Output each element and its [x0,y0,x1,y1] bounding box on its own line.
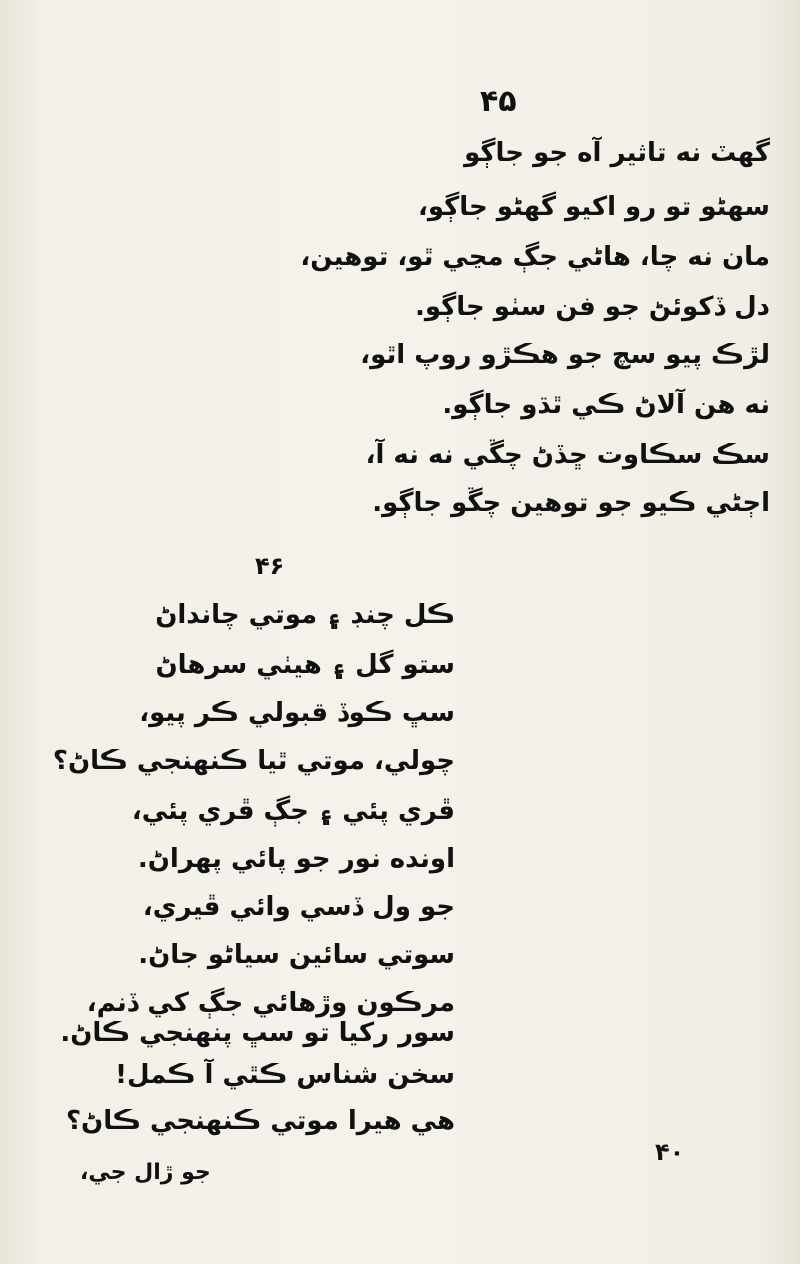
poem-45-line-5: لڙڪ پيو سچ جو هڪڙو روپ اٿو، [360,340,770,370]
poem-46-line-5: ڦري پئي ۽ جڳ ڦري پئي، [131,796,455,826]
poem-46-line-1: ڪل چنڊ ۽ موتي چانداڻ [155,600,455,630]
poem-45-line-7: سڪ سڪاوت ڇڏڻ چڱي نه نه آ، [365,440,770,470]
poem-45-line-8: اڄڻي ڪيو جو توهين چڱو جاڳو. [372,488,770,518]
poem-46-line-2: ستو گل ۽ هيٺي سرهاڻ [155,650,455,680]
poem-46-line-4: چولي، موتي ٿيا ڪنهنجي ڪاڻ؟ [52,746,455,776]
poem-45-line-1: گهٽ نه تاثير آه جو جاڳو [464,138,770,168]
poem-46-line-9: مرڪون وڙهائي جڳ کي ڏنم، [86,988,455,1018]
footer-page-number: ۴۰ [655,1138,685,1166]
poem-45-line-2: سهڻو تو رو اکيو گهڻو جاڳو، [417,192,770,222]
poem-45-line-6: نه هن آلاڻ ڪي ٿڌو جاڳو. [442,390,770,420]
poem-46 [45,0,455,1264]
poem-45-line-3: مان نه چا، هاڻي جڳ مڃي ٿو، توهين، [300,242,770,272]
poem-46-line-12: هي هيرا موتي ڪنهنجي ڪاڻ؟ [65,1106,455,1136]
poem-46-line-7: جو ول ڏسي وائي ڦيري، [142,892,455,922]
poem-45-number: ۴۵ [480,84,517,119]
poem-46-line-11: سخن شناس ڪٿي آ ڪمل! [115,1060,455,1090]
poem-46-number: ۴۶ [255,552,285,580]
poem-46-line-8: سوتي سائين سياڻو جاڻ. [138,940,455,970]
poem-46-line-10: سور رکيا تو سڀ پنهنجي ڪاڻ. [60,1018,455,1048]
poem-46-line-3: سڀ ڪوڏ قبولي ڪر پيو، [139,698,455,728]
poem-46-line-6: اونده نور جو پائي پهراڻ. [137,844,455,874]
poem-45-line-4: دل ڏکوئڻ جو فن سٺو جاڳو. [414,292,770,322]
signature: جو ڙال جي، [80,1160,211,1185]
